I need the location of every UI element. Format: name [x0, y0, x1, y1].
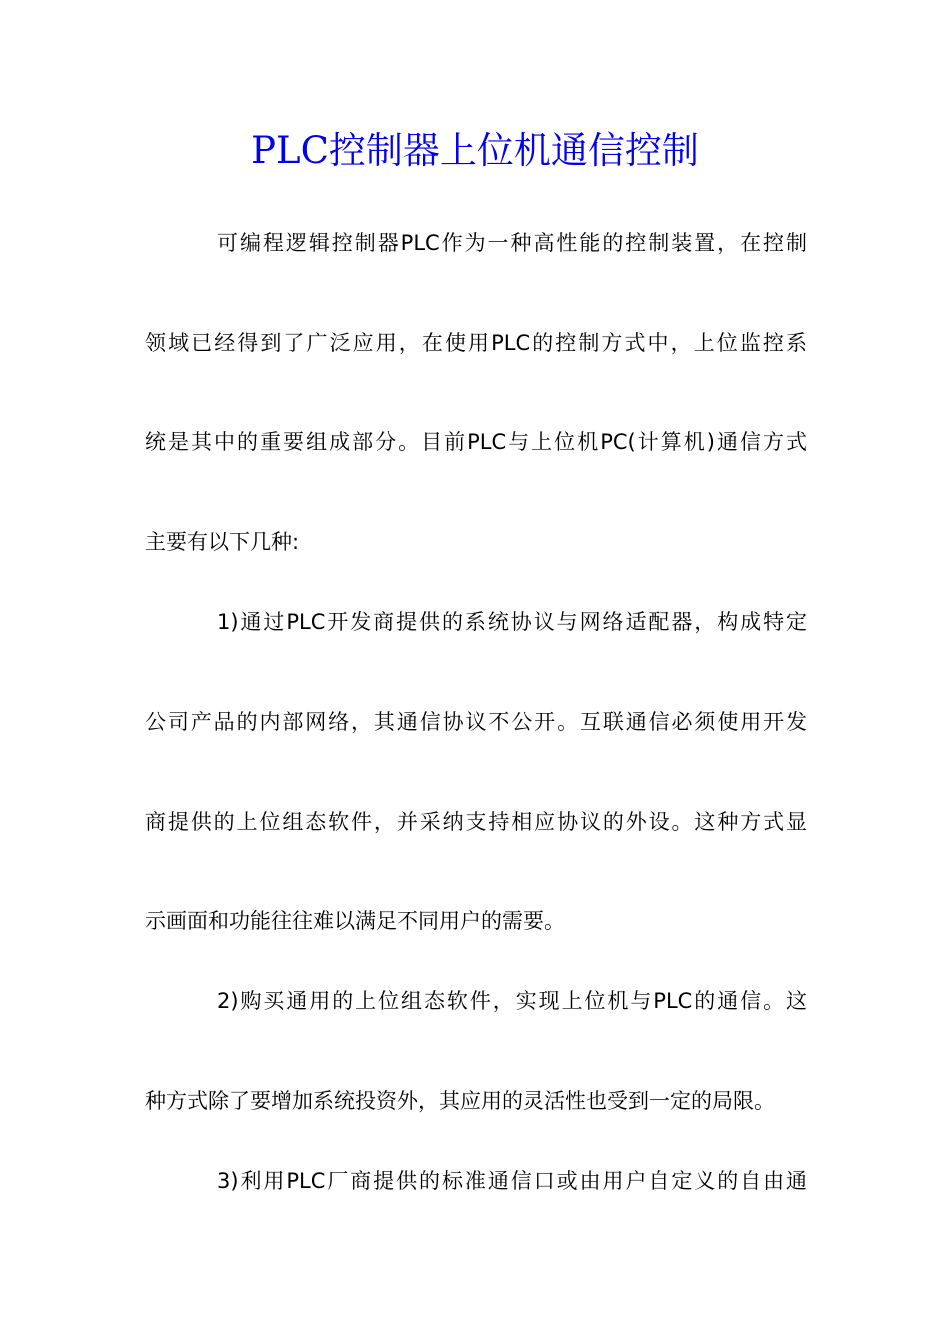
- paragraph-1-line-2: 领域已经得到了广泛应用，在使用PLC的控制方式中，上位监控系: [145, 331, 807, 355]
- paragraph-4-line-1: 3)利用PLC厂商提供的标准通信口或由用户自定义的自由通: [217, 1169, 807, 1193]
- paragraph-3-line-2: 种方式除了要增加系统投资外，其应用的灵活性也受到一定的局限。: [145, 1089, 775, 1113]
- paragraph-1-line-1: 可编程逻辑控制器PLC作为一种高性能的控制装置，在控制: [217, 231, 807, 255]
- paragraph-1-line-3: 统是其中的重要组成部分。目前PLC与上位机PC(计算机)通信方式: [145, 430, 807, 454]
- paragraph-2-line-2: 公司产品的内部网络，其通信协议不公开。互联通信必须使用开发: [145, 710, 807, 734]
- paragraph-2-line-4: 示画面和功能往往难以满足不同用户的需要。: [145, 909, 565, 933]
- document-title: PLC控制器上位机通信控制: [251, 129, 699, 172]
- paragraph-2-line-3: 商提供的上位组态软件，并采纳支持相应协议的外设。这种方式显: [145, 810, 807, 834]
- paragraph-1-line-4: 主要有以下几种:: [145, 530, 300, 554]
- paragraph-3-line-1: 2)购买通用的上位组态软件，实现上位机与PLC的通信。这: [217, 989, 807, 1013]
- paragraph-2-line-1: 1)通过PLC开发商提供的系统协议与网络适配器，构成特定: [217, 610, 807, 634]
